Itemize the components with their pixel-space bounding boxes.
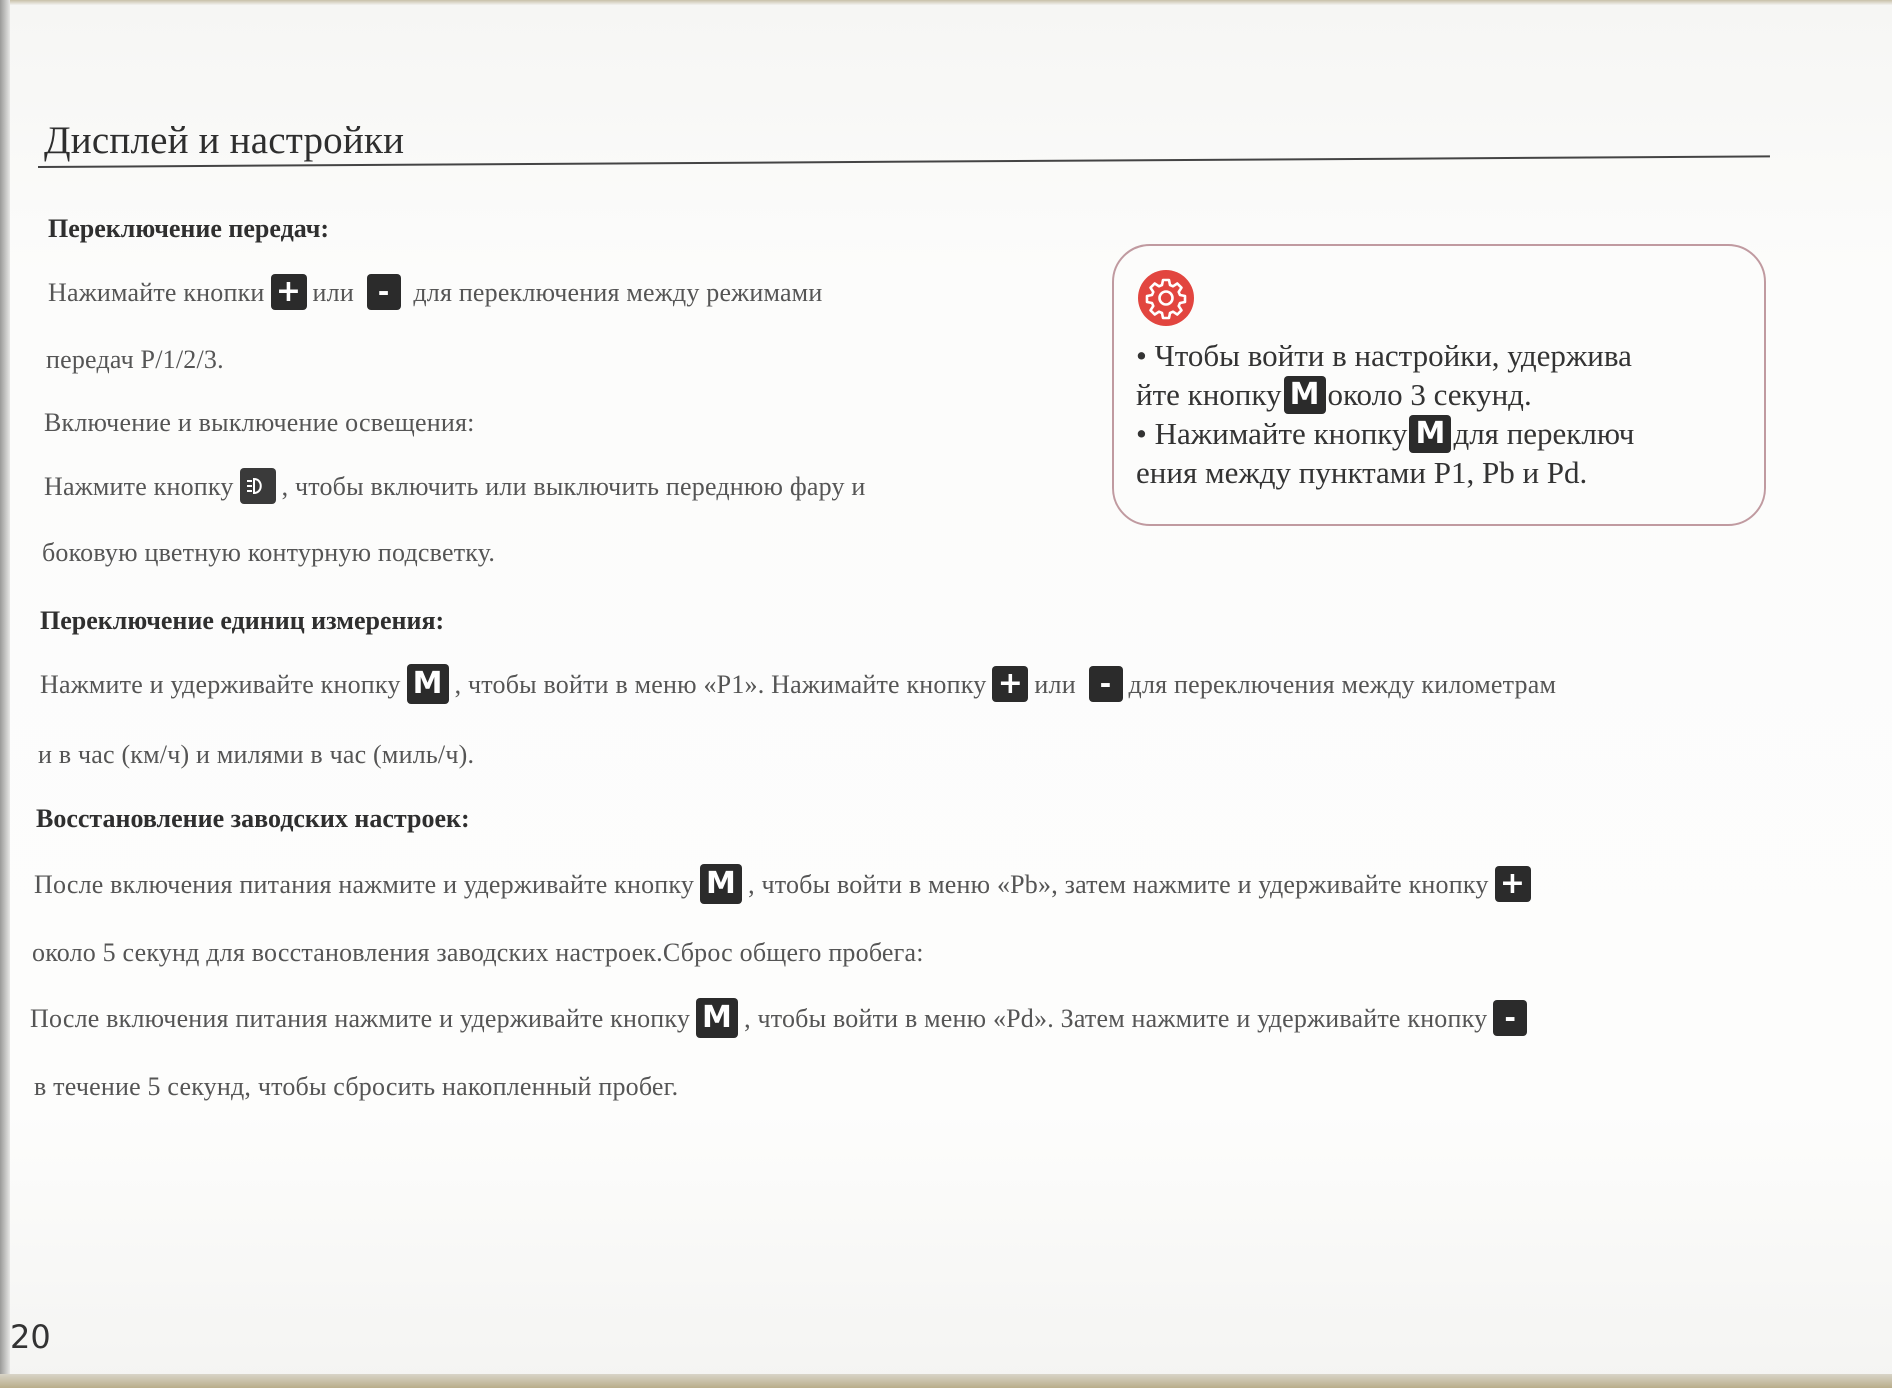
m-key: M xyxy=(696,998,738,1038)
m-key: M xyxy=(407,664,449,704)
reset-line-1: После включения питания нажмите и удерживайте кнопку M , чтобы войти в меню «Pb», затем нажмите и удерживайте кнопку + xyxy=(34,870,1537,904)
m-key: M xyxy=(1409,415,1451,453)
minus-key: - xyxy=(1493,1000,1527,1036)
note-text: • Чтобы войти в настройки, удержива йте кнопку M около 3 секунд. • Нажимайте кнопку M для переключ ения между пунктами P1, Pb и Pd. xyxy=(1136,338,1635,490)
reset-line-4: в течение 5 секунд, чтобы сбросить накопленный пробег. xyxy=(34,1072,679,1101)
light-icon xyxy=(240,468,276,504)
plus-key: + xyxy=(271,274,307,310)
gear-icon xyxy=(1136,268,1196,328)
m-key: M xyxy=(700,864,742,904)
page-edge-bottom xyxy=(0,1374,1892,1388)
minus-key: - xyxy=(1089,666,1123,702)
reset-line-3: После включения питания нажмите и удерживайте кнопку M , чтобы войти в меню «Pd». Затем нажмите и удерживайте кнопку - xyxy=(30,1004,1533,1038)
light-line-1: Нажмите кнопку , чтобы включить или выключить переднюю фару и xyxy=(44,472,866,504)
reset-heading: Восстановление заводских настроек: xyxy=(36,804,470,833)
gear-heading: Переключение передач: xyxy=(48,214,330,243)
plus-key: + xyxy=(992,666,1028,702)
units-line-1: Нажмите и удерживайте кнопку M , чтобы войти в меню «P1». Нажимайте кнопку + или - для переключения между километрам xyxy=(40,670,1556,704)
minus-key: - xyxy=(367,274,401,310)
reset-line-2: около 5 секунд для восстановления заводских настроек.Сброс общего пробега: xyxy=(32,938,924,967)
page-title: Дисплей и настройки xyxy=(44,119,405,162)
units-line-2: и в час (км/ч) и милями в час (миль/ч). xyxy=(38,740,475,769)
light-heading: Включение и выключение освещения: xyxy=(44,408,475,437)
page-edge-top xyxy=(0,0,1892,5)
gear-line-2: передач P/1/2/3. xyxy=(46,345,224,374)
light-line-2: боковую цветную контурную подсветку. xyxy=(42,538,496,567)
units-heading: Переключение единиц измерения: xyxy=(40,606,445,635)
m-key: M xyxy=(1284,376,1326,414)
settings-note-box xyxy=(1112,244,1766,526)
gear-line-1: Нажимайте кнопки + или - для переключения между режимами xyxy=(48,274,823,310)
plus-key: + xyxy=(1495,866,1531,902)
page-edge-left xyxy=(0,0,10,1388)
page-number: 20 xyxy=(10,1318,51,1356)
